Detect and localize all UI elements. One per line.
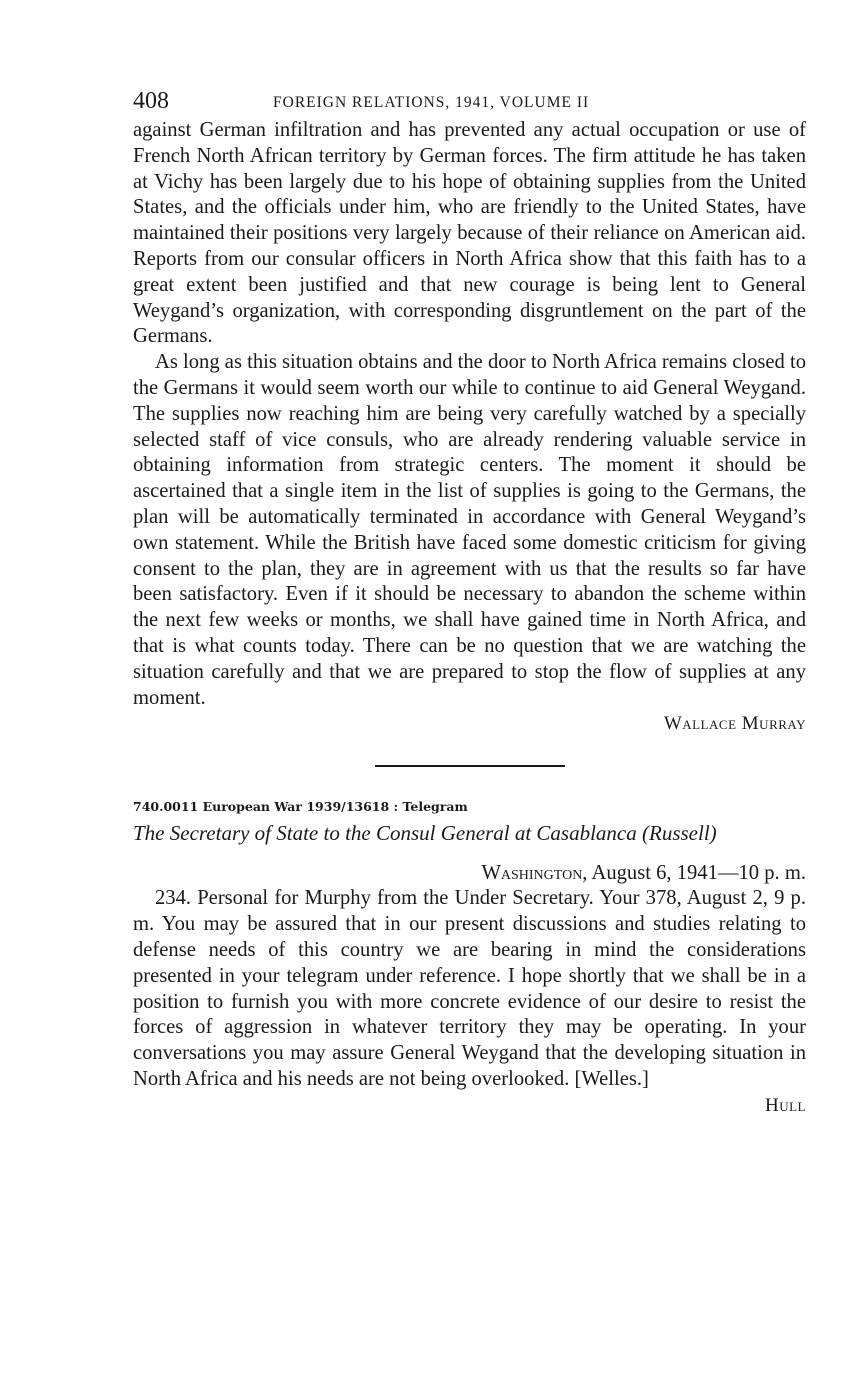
dateline-place: Washington, (481, 862, 588, 885)
memo-paragraph-1: against German infiltration and has prevented any actual occupation or use of French North African territory by German forces. The firm attitude he has taken at Vichy has been largely due to his hope of obtaining supplies from the United States, and the officials under him, who are friendly to the United States, have maintained their positions very largely because of their reliance on American aid. Reports from our consular officers in North Africa show that this faith has to a great extent been justified and that new courage is being lent to General Weygand’s organization, with corresponding disgruntlement on the part of the Germans. (133, 119, 806, 348)
memo-signature: Wallace Murray (663, 713, 806, 735)
file-reference: 740.0011 European War 1939/13618 : Telegram (133, 799, 468, 815)
document-page (133, 88, 806, 1117)
section-divider (375, 765, 565, 767)
dateline-date: August 6, 1941—10 p. m. (587, 862, 806, 885)
dateline (133, 860, 806, 886)
memo-paragraph-2: As long as this situation obtains and the door to North Africa remains closed to the Germans it would seem worth our while to continue to aid General Weygand. The supplies now reaching him are being very carefully watched by a specially selected staff of vice consuls, who are already rendering valuable service in obtaining information from strategic centers. The moment it should be ascertained that a single item in the list of supplies is going to the Germans, the plan will be automatically terminated in accordance with General Weygand’s own statement. While the British have faced some domestic criticism for giving consent to the plan, they are in agreement with us that the results so far have been satisfactory. Even if it should be necessary to abandon the scheme within the next few weeks or months, we shall have gained time in North Africa, and that is what counts today. There can be no question that we are watching the situation carefully and that we are prepared to stop the flow of supplies at any moment. (133, 351, 806, 709)
telegram-body: 234. Personal for Murphy from the Under Secretary. Your 378, August 2, 9 p. m. You may be assured that in our present discussions and studies relating to defense needs of this country we are bearing in mind the considerations presented in your telegram under reference. I hope shortly that we shall be in a position to furnish you with more concrete evidence of our desire to resist the forces of aggression in whatever territory they may be operating. In your conversations you may assure General Weygand that the developing situation in North Africa and his needs are not being overlooked. [Welles.] (133, 887, 806, 1090)
page-number: 408 (133, 88, 169, 114)
running-head-title: FOREIGN RELATIONS, 1941, VOLUME II (273, 94, 590, 111)
document-title: The Secretary of State to the Consul General at Casablanca (Russell) (133, 821, 717, 846)
telegram-signature: Hull (765, 1094, 806, 1116)
running-head (133, 88, 806, 118)
